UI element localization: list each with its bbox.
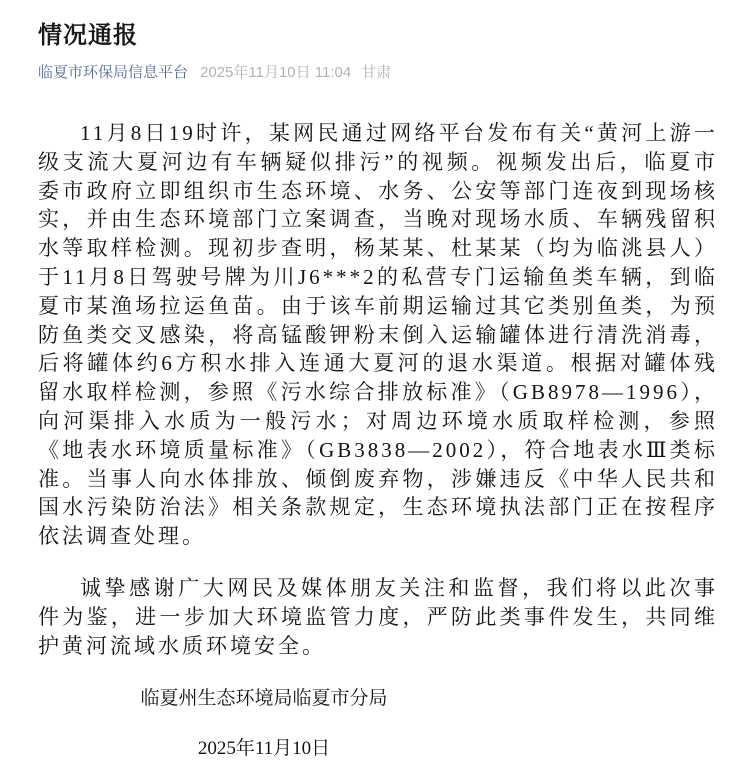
signature-block xyxy=(38,686,490,762)
signature-date: 2025年11月10日 xyxy=(197,738,331,760)
paragraph-incident-findings: 11月8日19时许，某网民通过网络平台发布有关“黄河上游一级支流大夏河边有车辆疑似排污”的视频。视频发出后，临夏市委市政府立即组织市生态环境、水务、公安等部门连夜到现场核实，并由生态环境部门立案调查，当晚对现场水质、车辆残留积水等取样检测。现初步查明，杨某某、杜某某（均为临洮县人）于11月8日驾驶号牌为川J6***2的私营专门运输鱼类车辆，到临夏市某渔场拉运鱼苗。由于该车前期运输过其它类别鱼类，为预防鱼类交叉感染，将高锰酸钾粉末倒入运输罐体进行清洗消毒，后将罐体约6方积水排入连通大夏河的退水渠道。根据对罐体残留水取样检测，参照《污水综合排放标准》（GB8978—1996），向河渠排入水质为一般污水；对周边环境水质取样检测，参照《地表水环境质量标准》（GB3838—2002），符合地表水Ⅲ类标准。当事人向水体排放、倾倒废弃物，涉嫌违反《中华人民共和国水污染防治法》相关条款规定，生态环境执法部门正在按程序依法调查处理。 xyxy=(38,121,718,549)
paragraph-thanks: 诚挚感谢广大网民及媒体朋友关注和监督，我们将以此次事件为鉴，进一步加大环境监管力度，严防此类事件发生，共同维护黄河流域水质环境安全。 xyxy=(38,575,718,658)
location-label: 甘肃 xyxy=(361,64,392,81)
signature-agency: 临夏州生态环境局临夏市分局 xyxy=(140,688,388,710)
page-title: 情况通报 xyxy=(38,22,138,49)
article-source-link[interactable]: 临夏市环保局信息平台 xyxy=(38,64,189,81)
byline xyxy=(38,63,718,83)
article-body xyxy=(38,119,718,762)
publish-datetime: 2025年11月10日 11:04 xyxy=(200,64,352,81)
